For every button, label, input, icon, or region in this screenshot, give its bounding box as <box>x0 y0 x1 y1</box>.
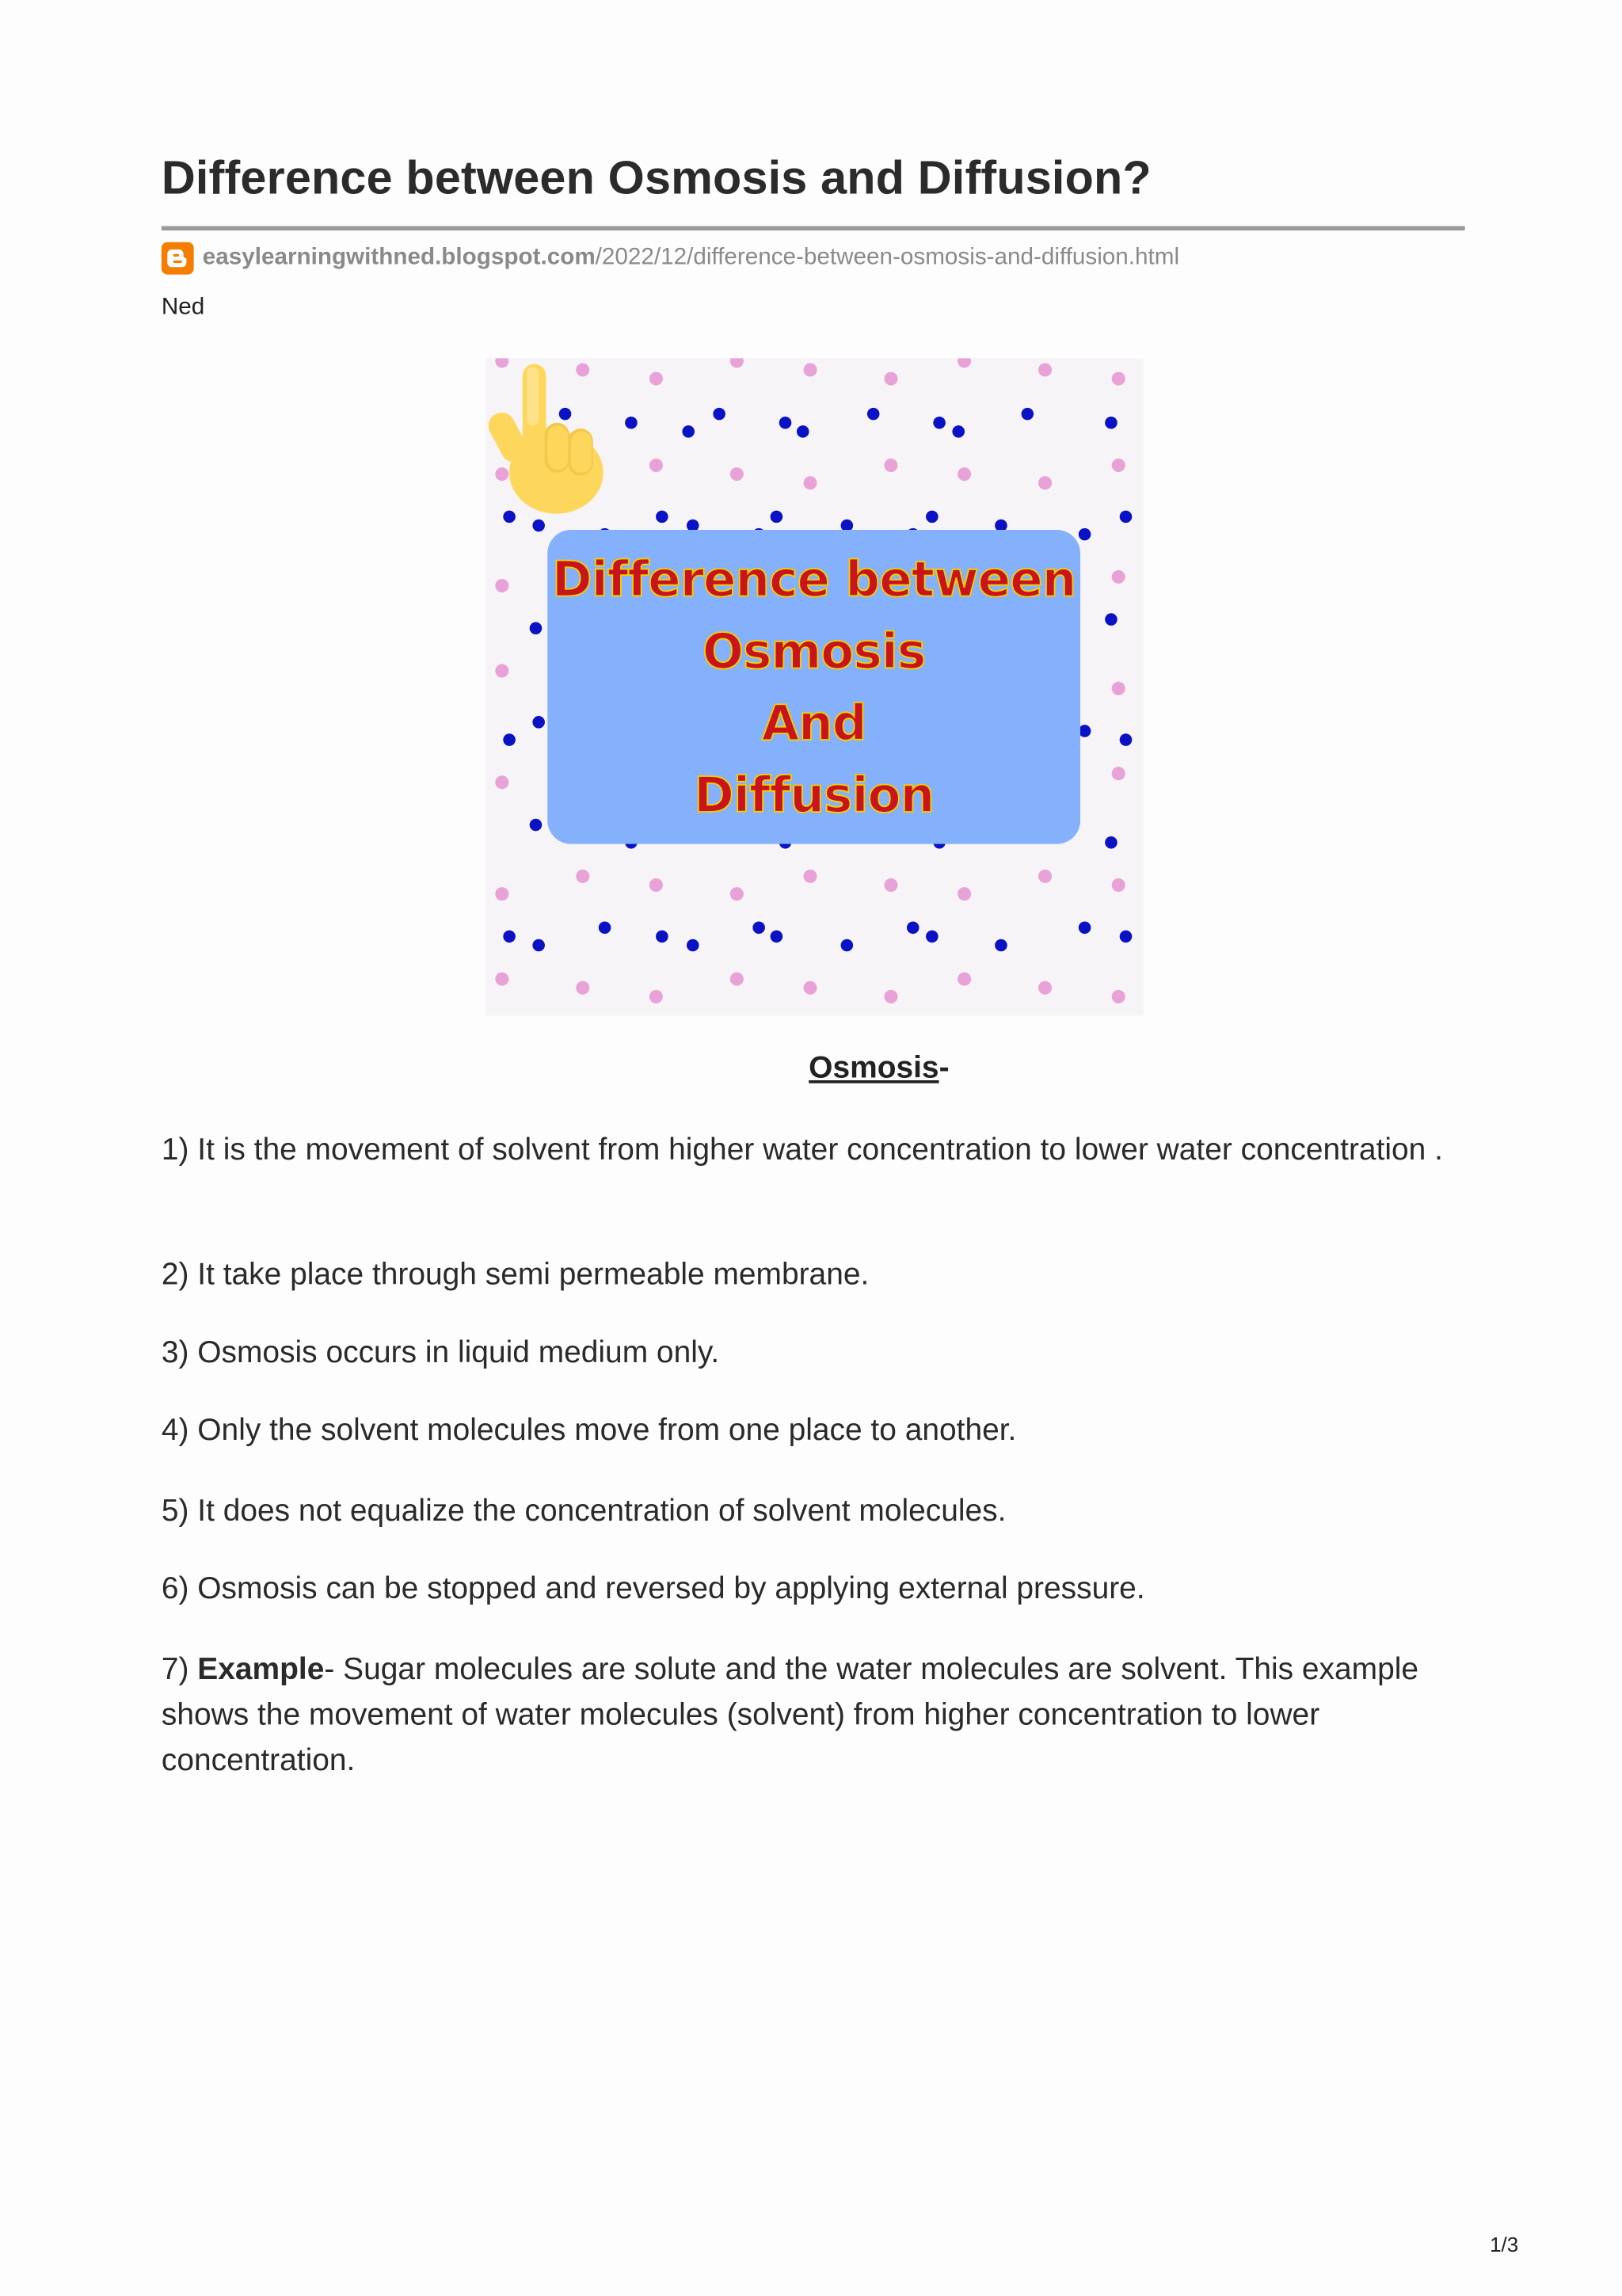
blue-dot <box>532 716 545 729</box>
image-title-line-2: Osmosis <box>702 622 926 680</box>
example-label: Example <box>197 1652 325 1687</box>
pink-dot <box>803 476 817 489</box>
blue-dot <box>1105 613 1118 626</box>
section-heading <box>809 1051 949 1086</box>
blue-dot <box>926 511 939 524</box>
point-1: 1) It is the movement of solvent from higher water concentration to lower water concentration . <box>161 1133 1443 1167</box>
blue-dot <box>797 425 809 438</box>
blue-dot <box>1120 733 1133 746</box>
author-name: Ned <box>161 295 205 321</box>
blue-dot <box>752 922 765 935</box>
pink-dot <box>1112 570 1125 584</box>
section-heading-text: Osmosis <box>809 1050 939 1085</box>
pink-dot <box>1038 870 1052 883</box>
pink-dot <box>803 981 817 995</box>
pink-dot <box>576 870 589 883</box>
point-3: 3) Osmosis occurs in liquid medium only. <box>161 1335 720 1370</box>
blue-dot <box>530 819 543 832</box>
point-5: 5) It does not equalize the concentration of solvent molecules. <box>161 1494 1007 1529</box>
article-image <box>485 358 1143 1015</box>
blue-dot <box>1120 931 1133 943</box>
pink-dot <box>958 467 971 481</box>
pink-dot <box>649 459 663 472</box>
pink-dot <box>884 878 897 892</box>
pink-dot <box>1038 981 1052 995</box>
blue-dot <box>656 511 668 524</box>
example-prefix: 7) <box>161 1652 198 1687</box>
image-title-line-4: Diffusion <box>694 766 935 824</box>
blue-dot <box>530 622 543 634</box>
blue-dot <box>907 922 920 935</box>
pink-dot <box>649 372 663 386</box>
blue-dot <box>503 931 516 943</box>
blue-dot <box>1120 511 1133 524</box>
source-path: /2022/12/difference-between-osmosis-and-diffusion.html <box>595 245 1180 271</box>
blue-dot <box>625 417 638 429</box>
pink-dot <box>649 878 663 892</box>
point-6: 6) Osmosis can be stopped and reversed by applying external pressure. <box>161 1571 1145 1606</box>
pink-dot <box>958 358 971 367</box>
pink-dot <box>1112 372 1125 386</box>
source-link[interactable] <box>162 241 1179 276</box>
blue-dot <box>779 417 792 429</box>
blue-dot <box>771 511 783 524</box>
pink-dot <box>1112 682 1125 695</box>
pink-dot <box>495 664 508 677</box>
blue-dot <box>926 931 939 943</box>
pink-dot <box>730 973 744 986</box>
pink-dot <box>1038 476 1052 489</box>
blue-dot <box>687 939 699 952</box>
blue-dot <box>933 417 946 429</box>
pink-dot <box>730 887 744 901</box>
blue-dot <box>1079 725 1091 737</box>
pink-dot <box>495 973 508 986</box>
page-number: 1/3 <box>1490 2232 1519 2256</box>
blogger-icon <box>162 242 194 275</box>
blue-dot <box>841 939 854 952</box>
blue-dot <box>532 520 545 532</box>
section-heading-suffix: - <box>939 1050 950 1085</box>
blue-dot <box>952 425 965 438</box>
pink-dot <box>495 775 508 789</box>
pink-dot <box>649 990 663 1003</box>
image-title-card <box>547 530 1080 844</box>
pink-dot <box>1112 459 1125 472</box>
blue-dot <box>771 931 783 943</box>
pink-dot <box>730 358 744 367</box>
pink-dot <box>1112 990 1125 1003</box>
blue-dot <box>713 408 725 421</box>
example-text: - Sugar molecules are solute and the water molecules are solvent. This example shows the movement of water molecules (solvent) from higher concentration to lower concentration. <box>161 1652 1419 1778</box>
pink-dot <box>958 973 971 986</box>
pink-dot <box>884 459 897 472</box>
pointing-hand-icon <box>485 358 618 520</box>
pink-dot <box>576 981 589 995</box>
blue-dot <box>867 408 880 421</box>
blue-dot <box>682 425 695 438</box>
pink-dot <box>1112 878 1125 892</box>
blue-dot <box>656 931 668 943</box>
blue-dot <box>1105 836 1118 849</box>
title-divider <box>162 226 1465 230</box>
pink-dot <box>730 467 744 481</box>
pink-dot <box>495 579 508 592</box>
article-title: Difference between Osmosis and Diffusion? <box>161 150 1152 204</box>
pink-dot <box>1038 364 1052 377</box>
source-domain: easylearningwithned.blogspot.com <box>202 245 596 271</box>
point-2: 2) It take place through semi permeable membrane. <box>161 1258 870 1292</box>
pink-dot <box>495 887 508 901</box>
pink-dot <box>884 990 897 1003</box>
blue-dot <box>1105 417 1118 429</box>
blue-dot <box>1079 922 1091 935</box>
blue-dot <box>599 922 611 935</box>
blue-dot <box>1022 408 1034 421</box>
blue-dot <box>995 939 1007 952</box>
pink-dot <box>958 887 971 901</box>
pink-dot <box>803 364 817 377</box>
blue-dot <box>532 939 545 952</box>
point-7-example <box>162 1647 1468 1783</box>
image-title-line-3: And <box>761 694 866 752</box>
point-4: 4) Only the solvent molecules move from one place to another. <box>161 1413 1017 1448</box>
pink-dot <box>1112 767 1125 780</box>
blue-dot <box>1079 528 1091 541</box>
pink-dot <box>803 870 817 883</box>
pink-dot <box>884 372 897 386</box>
blue-dot <box>503 733 516 746</box>
image-title-line-1: Difference between <box>551 550 1076 608</box>
